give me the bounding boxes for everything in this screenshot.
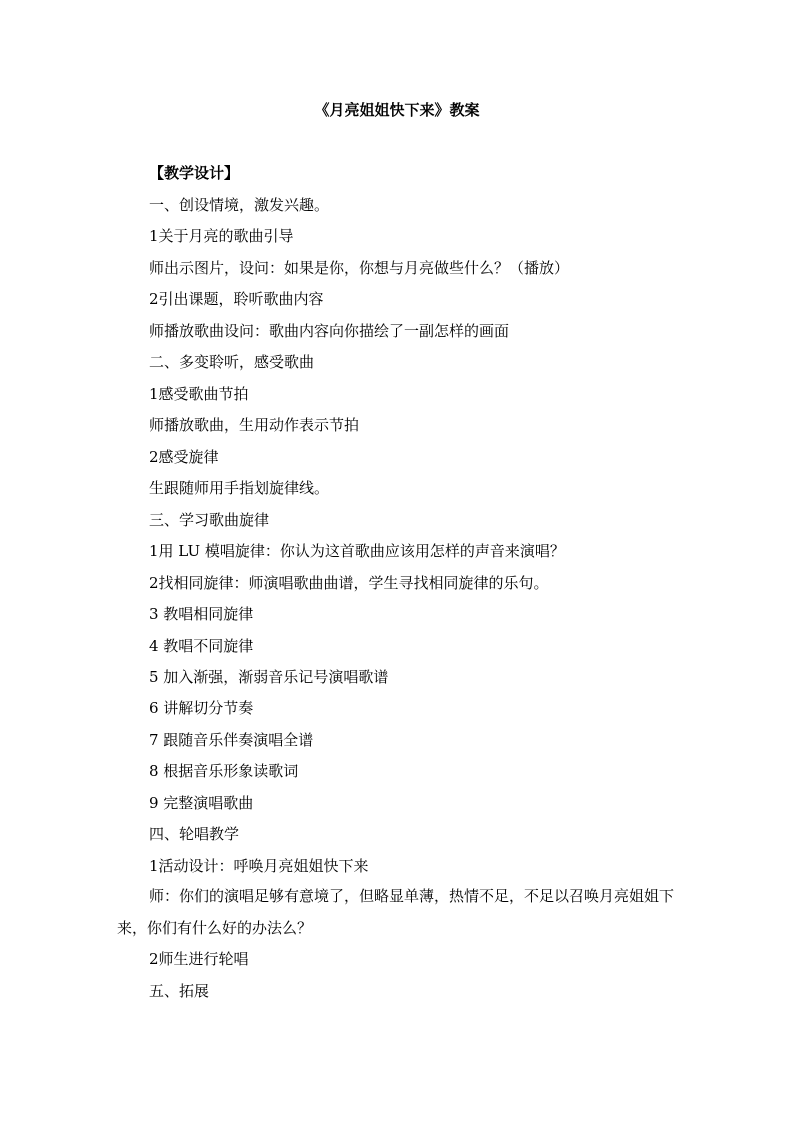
section-two-heading: 二、多变聆听，感受歌曲 <box>149 353 315 371</box>
text-line: 4 教唱不同旋律 <box>149 637 254 655</box>
text-line: 9 完整演唱歌曲 <box>149 794 254 812</box>
section-one-heading: 一、创设情境，激发兴趣。 <box>149 196 330 214</box>
section-five-heading: 五、拓展 <box>149 982 210 1000</box>
text-line: 5 加入渐强，渐弱音乐记号演唱歌谱 <box>149 668 389 686</box>
text-line: 师出示图片，设问：如果是你，你想与月亮做些什么？（播放） <box>149 259 570 277</box>
text-line: 7 跟随音乐伴奏演唱全谱 <box>149 731 314 749</box>
text-line: 2引出课题，聆听歌曲内容 <box>149 290 324 308</box>
text-line: 1感受歌曲节拍 <box>149 385 249 403</box>
text-line: 师播放歌曲设问：歌曲内容向你描绘了一副怎样的画面 <box>149 322 510 340</box>
body-paragraph: 师：你们的演唱足够有意境了，但略显单薄，热情不足，不足以召唤月亮姐姐下来，你们有什么好的办法么？ <box>117 887 675 937</box>
text-line: 3 教唱相同旋律 <box>149 605 254 623</box>
text-line: 1用 LU 模唱旋律：你认为这首歌曲应该用怎样的声音来演唱？ <box>149 542 565 560</box>
text-line: 1活动设计：呼唤月亮姐姐快下来 <box>149 857 369 875</box>
text-line: 2师生进行轮唱 <box>149 950 249 968</box>
section-four-heading: 四、轮唱教学 <box>149 825 240 843</box>
text-line: 生跟随师用手指划旋律线。 <box>149 479 330 497</box>
text-line: 8 根据音乐形象读歌词 <box>149 762 299 780</box>
section-three-heading: 三、学习歌曲旋律 <box>149 511 270 529</box>
text-line: 2感受旋律 <box>149 448 219 466</box>
text-line: 师播放歌曲，生用动作表示节拍 <box>149 416 360 434</box>
text-line: 1关于月亮的歌曲引导 <box>149 227 294 245</box>
text-line: 6 讲解切分节奏 <box>149 699 254 717</box>
section-heading: 【教学设计】 <box>149 164 240 182</box>
document-title: 《月亮姐姐快下来》教案 <box>314 101 480 119</box>
text-line: 2找相同旋律：师演唱歌曲曲谱，学生寻找相同旋律的乐句。 <box>149 574 549 592</box>
